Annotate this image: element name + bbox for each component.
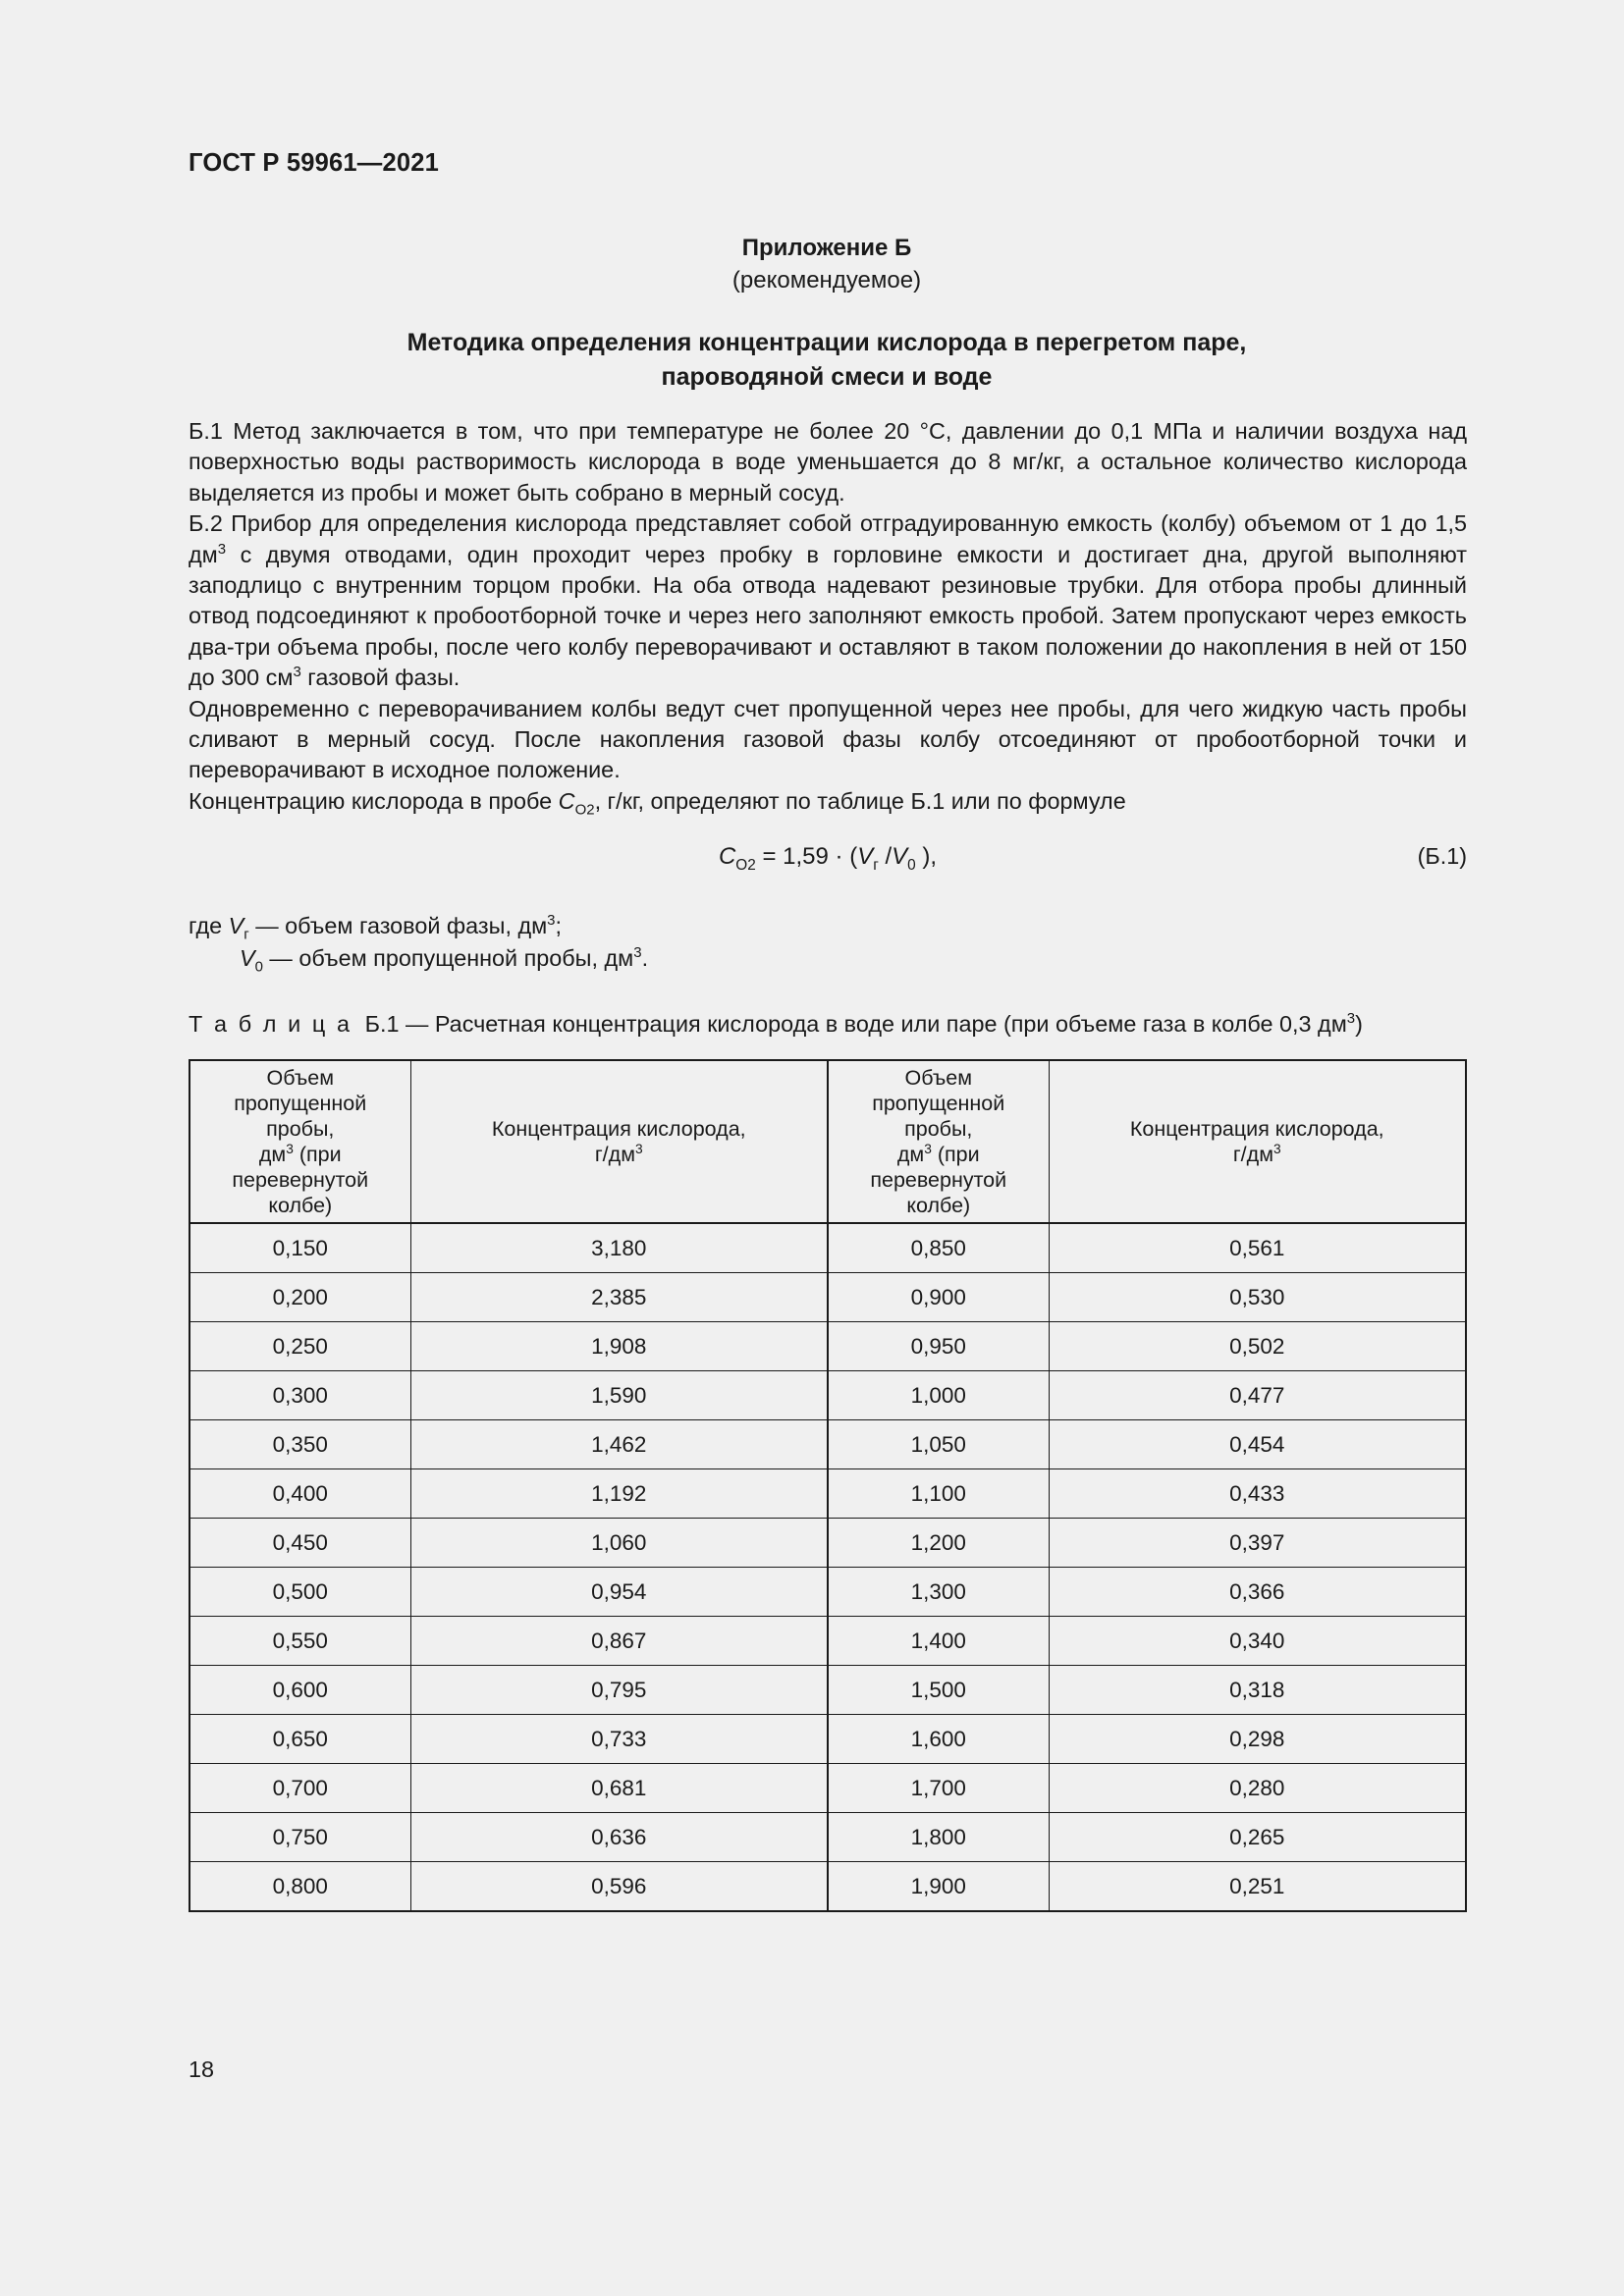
table-row	[189, 1715, 1466, 1764]
paragraph-b4-text-1: Концентрацию кислорода в пробе	[189, 787, 559, 814]
formula-slash: /	[878, 843, 893, 871]
method-title-line-1: Методика определения концентрации кислорода в перегретом паре,	[406, 329, 1247, 356]
concentration-variable-subscript-o: O	[574, 801, 587, 819]
header-0-line-1: Объем пропущенной пробы,	[234, 1066, 367, 1141]
header-0-line-2-post: (при перевернутой	[232, 1143, 369, 1192]
table-cell: 0,340	[1049, 1617, 1466, 1666]
table-caption-dash: —	[405, 1011, 429, 1037]
table-row	[189, 1617, 1466, 1666]
table-cell: 1,800	[828, 1813, 1049, 1862]
paragraph-b1: Б.1 Метод заключается в том, что при температуре не более 20 °C, давлении до 0,1 МПа и наличии воздуха над поверхностью воды растворимость кислорода в воде уменьшается до 8 мг/кг, а остальное количество кислорода выделяется из пробы и может быть собрано в мерный сосуд.	[189, 418, 1467, 506]
table-cell: 0,530	[1049, 1273, 1466, 1322]
table-cell: 0,950	[828, 1322, 1049, 1371]
where-v-zero-superscript: 3	[633, 944, 642, 962]
where-v-zero-terminator: .	[641, 945, 649, 972]
table-header-row	[189, 1060, 1466, 1223]
table-cell: 0,298	[1049, 1715, 1466, 1764]
header-2-line-2-post: (при перевернутой	[870, 1143, 1007, 1192]
body-content	[189, 416, 1467, 975]
table-caption-spacer	[352, 1011, 365, 1037]
table-header-cell-2	[828, 1060, 1049, 1223]
formula-row	[189, 841, 1467, 881]
where-v-gas-superscript: 3	[547, 912, 556, 930]
where-v-zero-variable: V	[240, 945, 255, 972]
header-3-line-2-pre: г/дм	[1232, 1143, 1273, 1166]
formula-v-zero: V	[892, 843, 908, 871]
table-row	[189, 1666, 1466, 1715]
table-caption-tail: )	[1355, 1011, 1363, 1037]
standard-identifier-header: ГОСТ Р 59961—2021	[189, 149, 440, 177]
table-caption-number: Б.1	[364, 1011, 400, 1037]
table-cell: 0,681	[410, 1764, 828, 1813]
header-2-line-2-pre: дм	[896, 1143, 925, 1166]
table-cell: 0,650	[189, 1715, 410, 1764]
table-cell: 1,900	[828, 1862, 1049, 1912]
where-v-gas-definition: — объем газовой фазы, дм	[248, 913, 548, 939]
table-cell: 1,400	[828, 1617, 1049, 1666]
table-row	[189, 1764, 1466, 1813]
table-cell: 0,400	[189, 1469, 410, 1519]
where-definitions	[189, 910, 1467, 975]
paragraph-b2-superscript-2: 3	[293, 664, 301, 681]
header-0-line-3: колбе)	[268, 1194, 333, 1217]
table-caption-label: Т а б л и ц а	[189, 1011, 352, 1037]
table-cell: 0,502	[1049, 1322, 1466, 1371]
table-cell: 0,251	[1049, 1862, 1466, 1912]
table-row	[189, 1322, 1466, 1371]
oxygen-concentration-table	[189, 1059, 1467, 1912]
table-cell: 1,100	[828, 1469, 1049, 1519]
table-cell: 0,250	[189, 1322, 410, 1371]
table-cell: 0,733	[410, 1715, 828, 1764]
table-row	[189, 1813, 1466, 1862]
where-v-gas-variable: V	[228, 913, 244, 939]
table-cell: 0,600	[189, 1666, 410, 1715]
table-cell: 0,450	[189, 1519, 410, 1568]
where-v-zero-subscript: 0	[254, 958, 263, 976]
annex-title-block	[189, 232, 1465, 395]
paragraph-b2-text-2: с двумя отводами, один проходит через пробку в горловине емкости и достигает дна, другой выполняют заподлицо с внутренним торцом пробки. На оба отвода надевают резиновые трубки. Для отбора пробы длинный отвод подсоединяют к пробоотборной точке и через него заполняют емкость пробой. Затем пропускают через емкость два-три объема пробы, после чего колбу переворачивают и оставляют в таком положении до накопления в ней от 150 до 300 см	[189, 541, 1467, 691]
oxygen-concentration-table-wrapper	[189, 1059, 1465, 1912]
table-header-cell-1	[410, 1060, 828, 1223]
table-header-cell-3	[1049, 1060, 1466, 1223]
table-cell: 0,800	[189, 1862, 410, 1912]
formula-number: (Б.1)	[1417, 843, 1467, 870]
formula-lhs-subscript-o: O	[735, 857, 748, 875]
method-title	[189, 326, 1465, 395]
formula-v-gas: V	[857, 843, 874, 871]
paragraph-b2-text-1: Б.2 Прибор для определения кислорода представляет собой отградуированную емкость (колбу) объемом от 1 до 1,5 дм	[189, 510, 1467, 567]
table-cell: 3,180	[410, 1223, 828, 1273]
header-1-line-1: Концентрация кислорода,	[491, 1117, 746, 1141]
header-3-line-2-sup: 3	[1273, 1141, 1281, 1156]
table-cell: 0,350	[189, 1420, 410, 1469]
where-line-1	[189, 910, 1467, 942]
paragraph-b3: Одновременно с переворачиванием колбы ведут счет пропущенной через нее пробы, для чего жидкую часть пробы сливают в мерный сосуд. После накопления газовой фазы колбу отсоединяют от пробоотборной точки и переворачивают в исходное положение.	[189, 695, 1467, 783]
header-1-line-2	[421, 1142, 818, 1167]
formula-b1	[189, 841, 1467, 875]
header-1-line-2-pre: г/дм	[594, 1143, 635, 1166]
annex-title: Приложение Б	[741, 235, 912, 261]
formula-lhs-variable: C	[718, 843, 736, 871]
method-title-line-2: пароводяной смеси и воде	[661, 363, 993, 391]
table-row	[189, 1568, 1466, 1617]
formula-v-gas-subscript: г	[873, 857, 879, 875]
header-2-line-3: колбе)	[906, 1194, 971, 1217]
table-cell: 0,150	[189, 1223, 410, 1273]
table-cell: 0,850	[828, 1223, 1049, 1273]
formula-operator-body: = 1,59 · (	[755, 843, 858, 871]
table-row	[189, 1223, 1466, 1273]
table-cell: 0,596	[410, 1862, 828, 1912]
paragraph-b2	[189, 508, 1467, 693]
table-row	[189, 1469, 1466, 1519]
table-row	[189, 1862, 1466, 1912]
table-cell: 0,454	[1049, 1420, 1466, 1469]
formula-lhs-subscript-2: 2	[747, 857, 756, 875]
table-cell: 0,900	[828, 1273, 1049, 1322]
table-row	[189, 1273, 1466, 1322]
table-cell: 0,750	[189, 1813, 410, 1862]
table-cell: 0,300	[189, 1371, 410, 1420]
table-cell: 1,192	[410, 1469, 828, 1519]
table-cell: 1,000	[828, 1371, 1049, 1420]
table-caption-superscript: 3	[1346, 1010, 1356, 1028]
annex-subtitle: (рекомендуемое)	[731, 267, 922, 294]
table-header-cell-0	[189, 1060, 410, 1223]
where-v-gas-subscript: г	[244, 926, 249, 943]
table-cell: 0,433	[1049, 1469, 1466, 1519]
formula-tail: ),	[915, 843, 938, 871]
header-3-line-2	[1059, 1142, 1456, 1167]
table-row	[189, 1371, 1466, 1420]
where-lead: где	[189, 913, 229, 939]
table-cell: 0,397	[1049, 1519, 1466, 1568]
header-0-line-2-sup: 3	[286, 1141, 294, 1156]
table-cell: 1,462	[410, 1420, 828, 1469]
table-row	[189, 1519, 1466, 1568]
table-head	[189, 1060, 1466, 1223]
table-cell: 1,590	[410, 1371, 828, 1420]
where-v-zero-definition: — объем пропущенной пробы, дм	[262, 945, 634, 972]
table-cell: 1,300	[828, 1568, 1049, 1617]
paragraph-b2-text-3: газовой фазы.	[300, 665, 460, 691]
table-cell: 0,700	[189, 1764, 410, 1813]
where-line-2	[189, 942, 1467, 975]
formula-v-zero-subscript: 0	[907, 857, 916, 875]
table-cell: 1,050	[828, 1420, 1049, 1469]
table-cell: 0,265	[1049, 1813, 1466, 1862]
table-cell: 0,318	[1049, 1666, 1466, 1715]
paragraph-b2-superscript-1: 3	[217, 540, 227, 558]
table-cell: 0,550	[189, 1617, 410, 1666]
header-2-line-2	[839, 1142, 1039, 1193]
header-2-line-2-sup: 3	[924, 1141, 932, 1156]
table-cell: 0,636	[410, 1813, 828, 1862]
paragraph-b4	[189, 786, 1467, 817]
table-cell: 0,561	[1049, 1223, 1466, 1273]
table-cell: 1,908	[410, 1322, 828, 1371]
table-cell: 1,500	[828, 1666, 1049, 1715]
page-number: 18	[189, 2056, 215, 2082]
table-caption	[189, 1011, 1363, 1038]
table-cell: 0,954	[410, 1568, 828, 1617]
where-v-gas-terminator: ;	[555, 913, 562, 939]
table-cell: 0,795	[410, 1666, 828, 1715]
header-2-line-1: Объем пропущенной пробы,	[872, 1066, 1005, 1141]
header-3-line-1: Концентрация кислорода,	[1129, 1117, 1384, 1141]
table-cell: 0,366	[1049, 1568, 1466, 1617]
table-cell: 1,060	[410, 1519, 828, 1568]
header-1-line-2-sup: 3	[635, 1141, 643, 1156]
table-caption-text: Расчетная концентрация кислорода в воде или паре (при объеме газа в колбе 0,3 дм	[434, 1011, 1347, 1037]
table-cell: 0,477	[1049, 1371, 1466, 1420]
table-cell: 1,600	[828, 1715, 1049, 1764]
concentration-variable: C	[558, 787, 575, 814]
concentration-variable-subscript-2: 2	[586, 801, 595, 819]
paragraph-b4-text-2: , г/кг, определяют по таблице Б.1 или по формуле	[594, 787, 1126, 814]
table-cell: 2,385	[410, 1273, 828, 1322]
header-0-line-2-pre: дм	[258, 1143, 287, 1166]
table-cell: 0,867	[410, 1617, 828, 1666]
table-body	[189, 1223, 1466, 1911]
table-cell: 1,200	[828, 1519, 1049, 1568]
table-cell: 0,500	[189, 1568, 410, 1617]
table-cell: 0,280	[1049, 1764, 1466, 1813]
table-cell: 0,200	[189, 1273, 410, 1322]
header-0-line-2	[200, 1142, 401, 1193]
table-cell: 1,700	[828, 1764, 1049, 1813]
table-row	[189, 1420, 1466, 1469]
